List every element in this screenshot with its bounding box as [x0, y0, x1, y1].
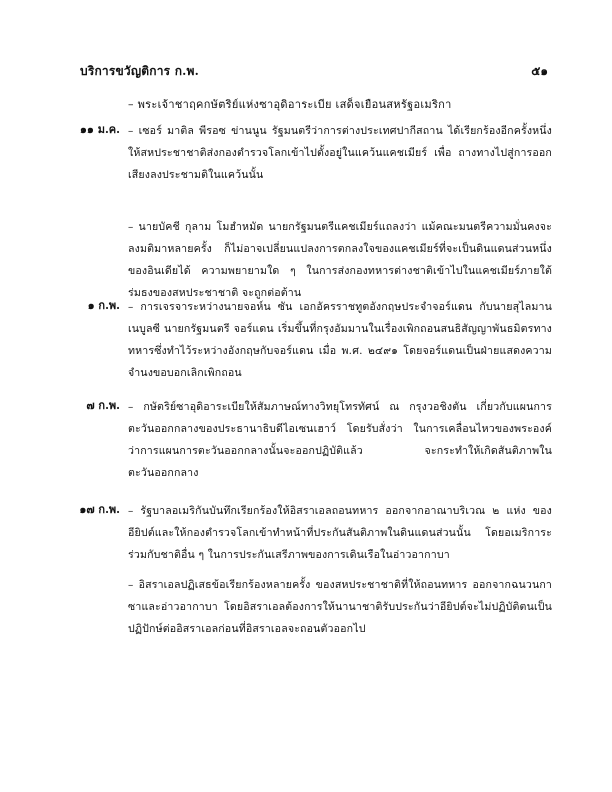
page-number: ๕๑ — [531, 64, 548, 78]
entry-paragraph: – เซอร์ มาติล พีรอซ ข่านนูน รัฐมนตรีว่าการต่างประเทศปากีสถาน ได้เรียกร้องอีกครั้งหนึ่ง ให้สหประชาชาติส่งกองตำรวจโลกเข้าไปตั้งอยู่ในแคว้นแคชเมียร์ เพื่อ ถางทางไปสู่การออกเสียงลงประชามติในแคว้นนั้น — [128, 125, 552, 181]
chronology-entry — [76, 296, 556, 386]
entry-paragraph: – การเจรจาระหว่างนายจอห์น ซัน เอกอัครราชทูตอังกฤษประจำจอร์แดน กับนายสุไลมาน เนบูลซี นายกรัฐมนตรี จอร์แดน เริ่มขึ้นที่กรุงอัมมานในเรื่องเพิกถอนสนธิสัญญาพันธมิตรทางทหารซึ่งทำไว้ระหว่างอังกฤษกับจอร์แดน เมื่อ พ.ศ. ๒๔๙๑ โดยจอร์แดนเป็นฝ่ายแสดงความจำนงขอบอกเลิกเพิกถอน — [128, 301, 552, 379]
entry-paragraph: – นายบัคชี กุลาม โมฮำหมัด นายกรัฐมนตรีแคชเมียร์แถลงว่า แม้คณะมนตรีความมั่นคงจะลงมติมาหลายครั้ง ก็ไม่อาจเปลี่ยนแปลงการตกลงใจของแคชเมียร์ที่จะเป็นดินแดนส่วนหนึ่งของอินเดียได้ ความพยายามใด ๆ ในการส่งกองทหารต่างชาติเข้าไปในแคชเมียร์ภายใต้ร่มธงของสหประชาชาติ จะถูกต่อต้าน — [128, 221, 552, 299]
chronology-entry — [76, 396, 556, 486]
entry-date: ๑๗ ก.พ. — [79, 503, 120, 516]
entry-date: ๗ ก.พ. — [86, 399, 120, 412]
entry-paragraph: – รัฐบาลอเมริกันบันทึกเรียกร้องให้อิสราเอลถอนทหาร ออกจากอาณาบริเวณ ๒ แห่ง ของอียิปต์และให้กองตำรวจโลกเข้าทำหน้าที่ประกันสันติภาพในดินแดนส่วนนั้น โดยอเมริการะร่วมกับชาติอื่น ๆ ในการประกันเสรีภาพของการเดินเรือในอ่าวอากาบา — [128, 505, 552, 561]
header-title: บริการขวัญติการ ก.พ. — [80, 64, 200, 78]
entry-paragraph: – กษัตริย์ซาอุดิอาระเบียให้สัมภาษณ์ทางวิทยุโทรทัศน์ ณ กรุงวอชิงตัน เกี่ยวกับแผนการตะวันออกกลางของประธานาธิบดีไอเซนเฮาว์ โดยรับสั่งว่า ในการเคลื่อนไหวของพระองค์ว่าการแผนการตะวันออกกลางนั้นจะออกปฏิบัติแล้ว จะกระทำให้เกิดสันติภาพในตะวันออกกลาง — [128, 401, 552, 479]
entry-paragraph: – อิสราเอลปฏิเสธข้อเรียกร้องหลายครั้ง ของสหประชาชาติที่ให้ถอนทหาร ออกจากฉนวนกาซาและอ่าวอากาบา โดยอิสราเอลต้องการให้นานาชาติรับประกันว่าอียิปต์จะไม่ปฏิบัติตนเป็นปฏิปักษ์ต่ออิสราเอลก่อนที่อิสราเอลจะถอนตัวออกไป — [128, 579, 552, 635]
page-header — [80, 62, 548, 80]
entry-date: ๑๑ ม.ค. — [79, 123, 120, 136]
entry-date: ๑ ก.พ. — [87, 299, 120, 312]
intro-line: – พระเจ้าชาฤคกษัตริย์แห่งซาอุดิอาระเบีย เสด็จเยือนสหรัฐอเมริกา — [128, 98, 452, 111]
chronology-entry — [76, 500, 556, 660]
